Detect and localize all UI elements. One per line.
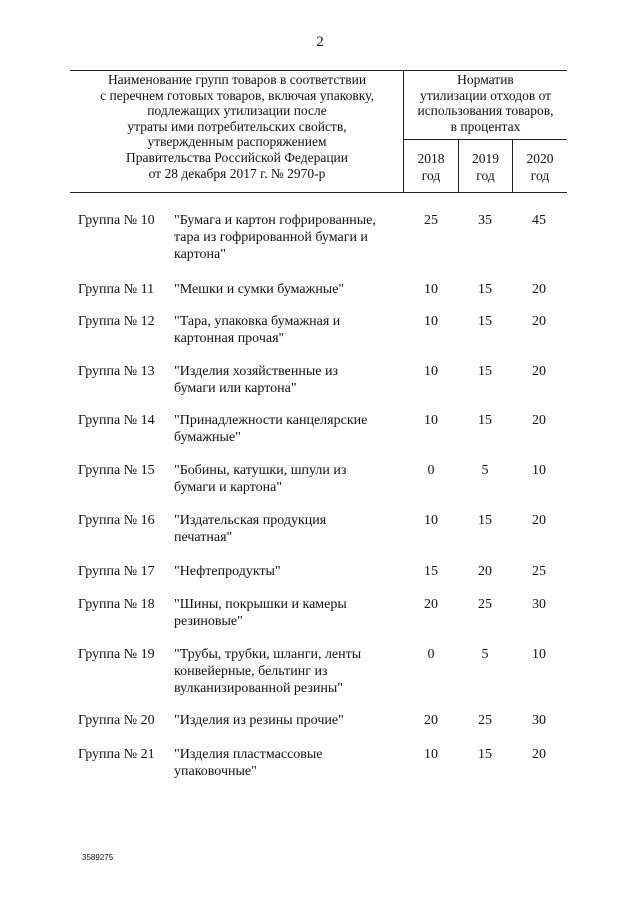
norm-value-2019: 15 — [478, 747, 492, 762]
header-bottom-rule — [70, 192, 567, 193]
description-line: "Трубы, трубки, шланги, ленты — [174, 647, 362, 662]
group-description — [174, 363, 399, 397]
group-description — [174, 712, 399, 729]
norm-value-2020: 20 — [532, 364, 546, 379]
description-line: картона" — [174, 247, 226, 262]
norm-value-2020: 20 — [532, 413, 546, 428]
description-line: "Нефтепродукты" — [174, 564, 281, 579]
year-unit: год — [530, 168, 550, 183]
description-line: бумаги и картона" — [174, 480, 283, 495]
group-description — [174, 313, 399, 347]
group-number: Группа № 20 — [78, 713, 155, 728]
norm-value-2018: 20 — [424, 713, 438, 728]
description-line: "Бумага и картон гофрированные, — [174, 213, 376, 228]
group-number: Группа № 11 — [78, 282, 155, 297]
norm-value-2018: 10 — [424, 513, 438, 528]
group-number: Группа № 12 — [78, 314, 155, 329]
description-line: "Тара, упаковка бумажная и — [174, 314, 341, 329]
norm-value-2018: 0 — [427, 463, 435, 478]
description-line: вулканизированной резины" — [174, 681, 343, 696]
header-top-rule — [70, 70, 567, 71]
header-line: Наименование групп товаров в соответствии — [107, 72, 367, 87]
header-line: в процентах — [450, 118, 521, 134]
header-line: использования товаров, — [417, 103, 554, 119]
group-description — [174, 596, 399, 630]
norm-value-2019: 5 — [481, 463, 489, 478]
group-number: Группа № 10 — [78, 213, 155, 228]
group-description — [174, 462, 399, 496]
year-unit: год — [476, 168, 495, 183]
norm-value-2018: 10 — [424, 747, 438, 762]
group-description — [174, 563, 399, 580]
norm-value-2019: 15 — [478, 513, 492, 528]
norm-value-2018: 25 — [424, 213, 438, 228]
norm-subheader-rule — [403, 139, 567, 140]
year-header-2020 — [513, 150, 567, 184]
norm-value-2019: 15 — [478, 364, 492, 379]
norm-value-2020: 10 — [532, 463, 546, 478]
description-line: бумажные" — [174, 430, 241, 445]
header-line: подлежащих утилизации после — [147, 103, 327, 119]
group-number: Группа № 15 — [78, 463, 155, 478]
group-number: Группа № 14 — [78, 413, 155, 428]
year-unit: год — [421, 168, 441, 183]
description-line: тара из гофрированной бумаги и — [174, 230, 368, 245]
norm-value-2020: 30 — [532, 597, 546, 612]
description-line: конвейерные, бельтинг из — [174, 664, 328, 679]
year-header-2018 — [404, 150, 458, 184]
group-number: Группа № 21 — [78, 747, 155, 762]
group-number: Группа № 18 — [78, 597, 155, 612]
description-line: резиновые" — [174, 614, 243, 629]
norm-value-2018: 10 — [424, 282, 438, 297]
description-line: картонная прочая" — [174, 331, 285, 346]
description-line: "Бобины, катушки, шпули из — [174, 463, 347, 478]
group-number: Группа № 13 — [78, 364, 155, 379]
name-column-header — [72, 72, 402, 181]
norm-value-2018: 20 — [424, 597, 438, 612]
description-line: "Принадлежности канцелярские — [174, 413, 368, 428]
norm-value-2019: 25 — [478, 713, 492, 728]
description-line: "Издательская продукция — [174, 513, 327, 528]
norm-value-2020: 20 — [532, 513, 546, 528]
group-description — [174, 646, 399, 697]
description-line: "Изделия пластмассовые — [174, 747, 323, 762]
norm-value-2019: 5 — [481, 647, 489, 662]
description-line: "Изделия из резины прочие" — [174, 713, 344, 728]
norm-value-2020: 45 — [532, 213, 546, 228]
group-description — [174, 212, 399, 263]
norm-value-2020: 10 — [532, 647, 546, 662]
description-line: бумаги или картона" — [174, 381, 297, 396]
norm-value-2018: 10 — [424, 364, 438, 379]
header-line: от 28 декабря 2017 г. № 2970-р — [148, 165, 326, 181]
norm-value-2018: 15 — [424, 564, 438, 579]
page-number: 2 — [316, 34, 324, 50]
header-line: утвержденным распоряжением — [147, 134, 327, 150]
norm-value-2018: 10 — [424, 413, 438, 428]
group-description — [174, 512, 399, 546]
norm-value-2019: 15 — [478, 314, 492, 329]
norm-value-2020: 25 — [532, 564, 546, 579]
header-line: утраты ими потребительских свойств, — [127, 118, 347, 134]
group-description — [174, 281, 399, 298]
group-number: Группа № 19 — [78, 647, 155, 662]
norm-value-2020: 20 — [532, 747, 546, 762]
norm-value-2019: 20 — [478, 564, 492, 579]
description-line: "Мешки и сумки бумажные" — [174, 282, 345, 297]
year-label: 2020 — [526, 151, 554, 166]
norm-value-2019: 15 — [478, 282, 492, 297]
norm-value-2019: 25 — [478, 597, 492, 612]
document-code: 3589275 — [82, 853, 114, 862]
group-description — [174, 746, 399, 780]
norm-value-2020: 30 — [532, 713, 546, 728]
norm-value-2019: 15 — [478, 413, 492, 428]
year-label: 2018 — [417, 151, 445, 166]
norm-value-2018: 0 — [427, 647, 435, 662]
header-line: Норматив — [457, 72, 514, 87]
norm-value-2018: 10 — [424, 314, 438, 329]
norm-column-header — [404, 72, 567, 134]
description-line: печатная" — [174, 530, 233, 545]
norm-value-2020: 20 — [532, 282, 546, 297]
group-number: Группа № 17 — [78, 564, 155, 579]
year-header-2019 — [459, 150, 512, 184]
header-line: утилизации отходов от — [419, 87, 552, 103]
norm-value-2020: 20 — [532, 314, 546, 329]
year-label: 2019 — [472, 151, 499, 166]
header-line: с перечнем готовых товаров, включая упаковку, — [100, 87, 374, 103]
header-line: Правительства Российской Федерации — [126, 149, 348, 165]
description-line: упаковочные" — [174, 764, 257, 779]
norm-value-2019: 35 — [478, 213, 492, 228]
description-line: "Шины, покрышки и камеры — [174, 597, 347, 612]
group-description — [174, 412, 399, 446]
group-number: Группа № 16 — [78, 513, 155, 528]
description-line: "Изделия хозяйственные из — [174, 364, 338, 379]
